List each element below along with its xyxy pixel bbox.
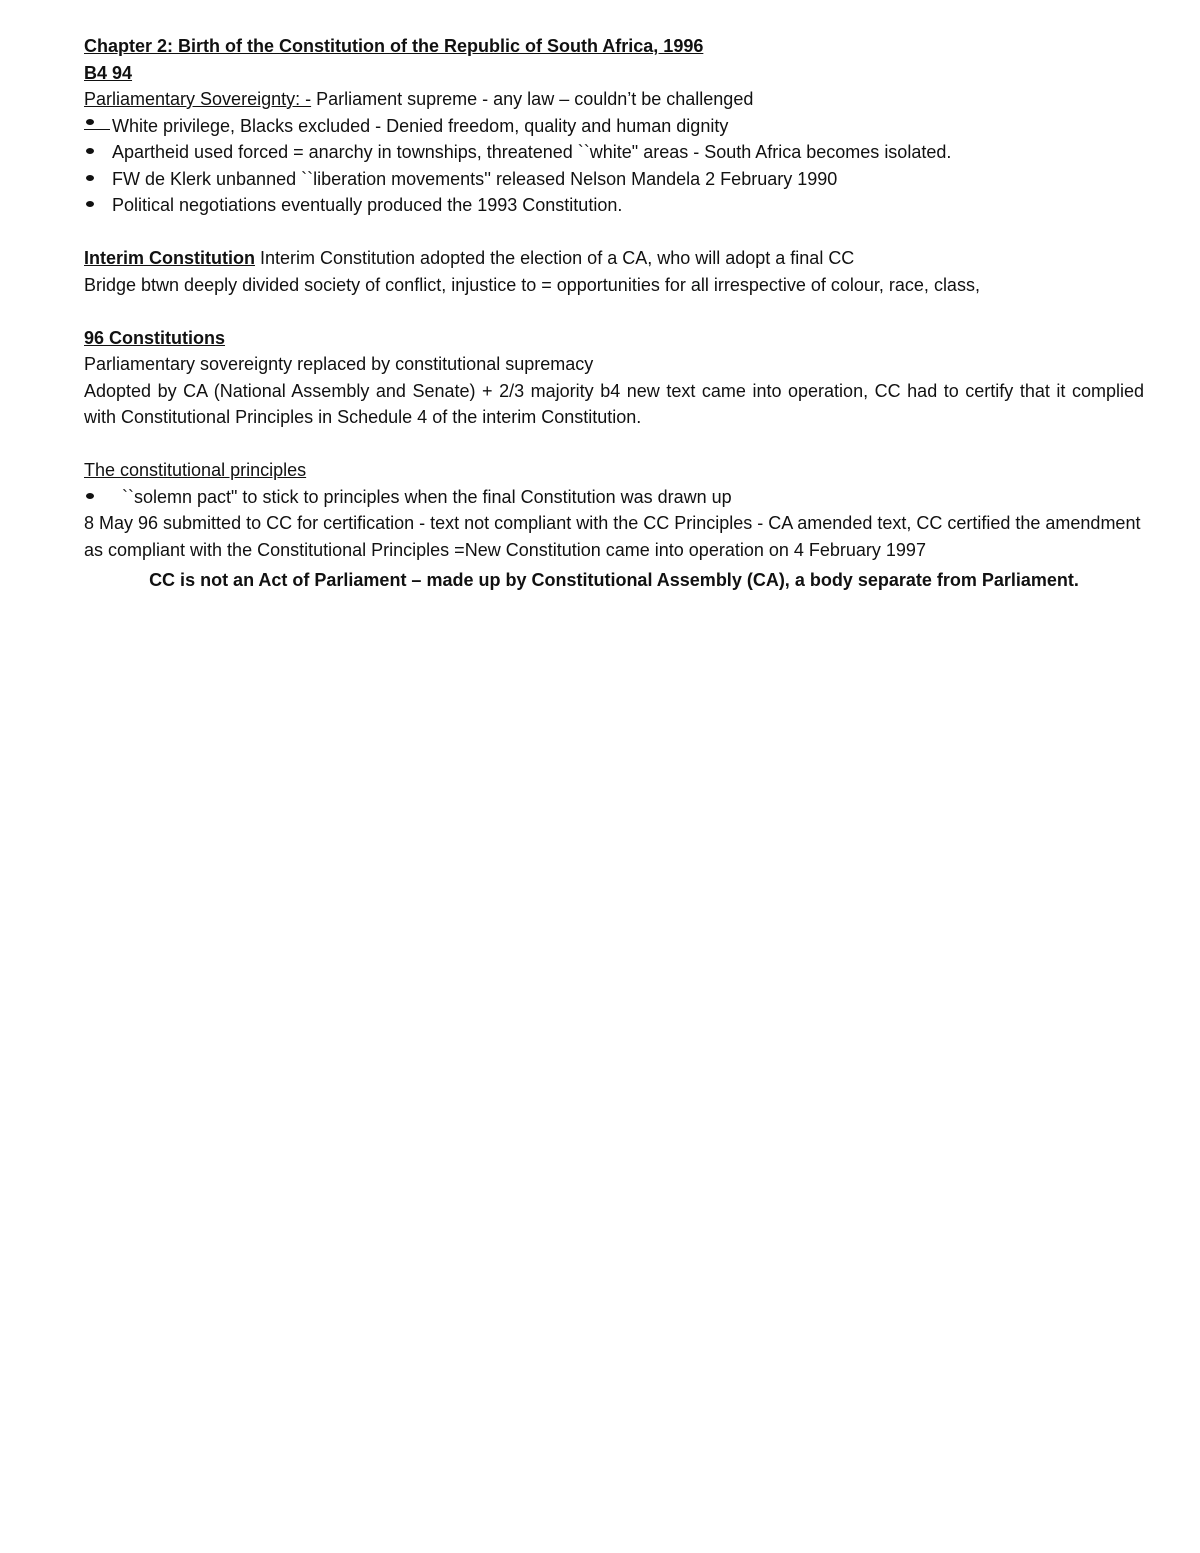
interim-constitution-heading: Interim Constitution: [84, 248, 255, 268]
constitutional-supremacy-line: Parliamentary sovereignty replaced by constitutional supremacy: [84, 354, 594, 374]
spacer: [84, 219, 1144, 246]
interim-constitution-line: [84, 245, 1144, 272]
bullet-text: FW de Klerk unbanned ``liberation movements'' released Nelson Mandela 2 February 1990: [112, 168, 838, 189]
parliamentary-sovereignty-line: [84, 86, 1144, 113]
bullet-text: Political negotiations eventually produced the 1993 Constitution.: [112, 195, 623, 215]
bullet-item: [84, 113, 1144, 140]
bullet-item: [84, 166, 1144, 193]
certification-paragraph: 8 May 96 submitted to CC for certification - text not compliant with the CC Principles - CA amended text, CC certified the amendment as compliant with the Constitutional Principles =New Constitution came into operation on 4 February 1997: [84, 513, 1141, 560]
document-title: Chapter 2: Birth of the Constitution of the Republic of South Africa, 1996: [84, 36, 704, 56]
interim-constitution-text: Interim Constitution adopted the election of a CA, who will adopt a final CC: [254, 248, 855, 268]
adoption-paragraph: Adopted by CA (National Assembly and Senate) + 2/3 majority b4 new text came into operation, CC had to certify that it complied with Constitutional Principles in Schedule 4 of the interim Constitution.: [84, 380, 1144, 427]
spacer: [84, 298, 1144, 325]
bullet-text: White privilege, Blacks excluded - Denied freedom, quality and human dignity: [112, 115, 729, 136]
bullet-icon: [84, 128, 110, 130]
spacer: [84, 431, 1144, 458]
bullet-item: [84, 139, 1144, 166]
interim-bridge-line: Bridge btwn deeply divided society of conflict, injustice to = opportunities for all irrespective of colour, race, class,: [84, 274, 980, 295]
parliamentary-sovereignty-text: Parliament supreme - any law – couldn’t be challenged: [311, 89, 754, 109]
bullet-item: [84, 192, 1144, 219]
conclusion-statement: CC is not an Act of Parliament – made up by Constitutional Assembly (CA), a body separate from Parliament.: [149, 570, 1079, 590]
bullet-text: Apartheid used forced = anarchy in townships, threatened ``white" areas - South Africa becomes isolated.: [112, 142, 952, 162]
bullet-item: [84, 484, 1144, 511]
parliamentary-sovereignty-label: Parliamentary Sovereignty: -: [84, 89, 312, 109]
bullet-text: ``solemn pact" to stick to principles when the final Constitution was drawn up: [122, 486, 732, 507]
constitutional-principles-heading: The constitutional principles: [84, 460, 307, 480]
subheading-b4-94: B4 94: [84, 62, 133, 83]
constitutions-96-heading: 96 Constitutions: [84, 327, 226, 348]
document-page: [84, 33, 1144, 594]
